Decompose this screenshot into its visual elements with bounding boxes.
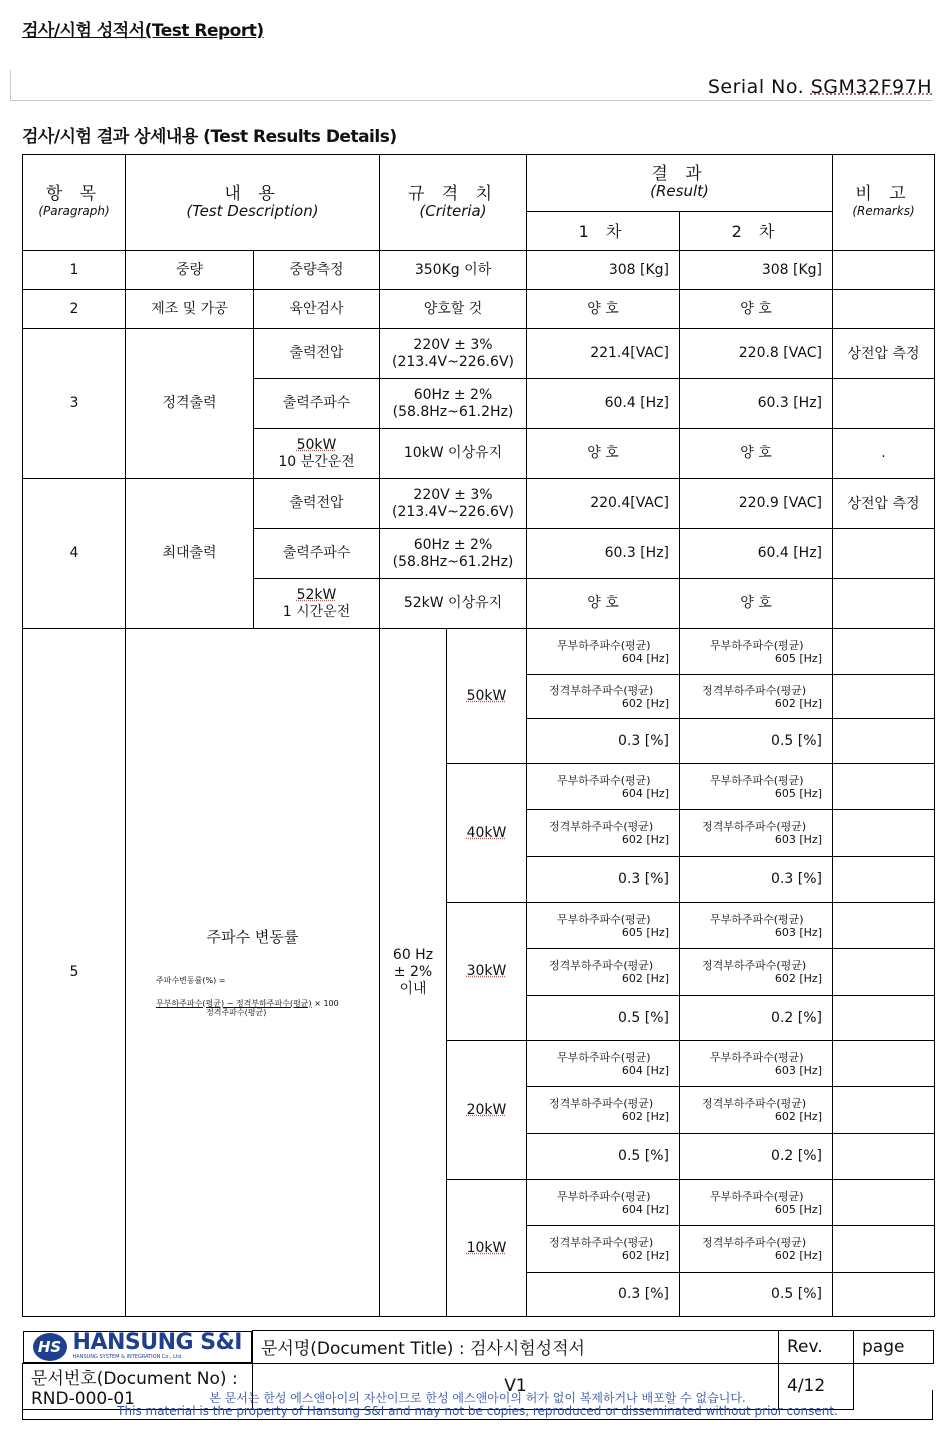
item-no: 3 bbox=[23, 329, 126, 479]
result-1: 60.3 [Hz] bbox=[527, 529, 680, 579]
percent-1: 0.3 [%] bbox=[527, 719, 680, 764]
logo-mark-icon: HS bbox=[33, 1333, 67, 1361]
remark bbox=[833, 1226, 935, 1273]
table-row bbox=[23, 479, 935, 529]
document-title: 문서명(Document Title) : 검사시험성적서 bbox=[253, 1331, 779, 1364]
remark bbox=[833, 1134, 935, 1180]
category: 중량 bbox=[126, 251, 254, 290]
criteria: 350Kg 이하 bbox=[380, 251, 527, 290]
criteria: 220V ± 3% (213.4V~226.6V) bbox=[380, 329, 527, 379]
remark bbox=[833, 529, 935, 579]
criteria: 52kW 이상유지 bbox=[380, 579, 527, 629]
rated-2: 정격부하주파수(평균) 602 [Hz] bbox=[680, 949, 833, 996]
header-result: 결 과 (Result) bbox=[527, 155, 833, 212]
category: 주파수 변동률 주파수변동률(%) = 무부하주파수(평균) − 정격부하주파수(평균) × 100 정격주파수(평균) bbox=[126, 629, 380, 1317]
remark bbox=[833, 719, 935, 764]
remark bbox=[833, 251, 935, 290]
criteria: 60Hz ± 2% (58.8Hz~61.2Hz) bbox=[380, 379, 527, 429]
table-row bbox=[23, 629, 935, 675]
header-item: 항 목 (Paragraph) bbox=[23, 155, 126, 251]
remark: . bbox=[833, 429, 935, 479]
result-1: 60.4 [Hz] bbox=[527, 379, 680, 429]
document-number: 문서번호(Document No) : RND-000-01 bbox=[23, 1363, 253, 1409]
serial-value: SGM32F97H bbox=[810, 76, 932, 98]
results-table bbox=[22, 154, 935, 1317]
noload-2: 무부하주파수(평균) 605 [Hz] bbox=[680, 1180, 833, 1226]
percent-1: 0.3 [%] bbox=[527, 857, 680, 903]
rated-1: 정격부하주파수(평균) 602 [Hz] bbox=[527, 810, 680, 857]
frequency-formula: 주파수변동률(%) = 무부하주파수(평균) − 정격부하주파수(평균) × 100 정격주파수(평균) bbox=[156, 975, 339, 1017]
result-2: 220.9 [VAC] bbox=[680, 479, 833, 529]
section-title: 검사/시험 결과 상세내용 (Test Results Details) bbox=[22, 127, 397, 147]
percent-1: 0.3 [%] bbox=[527, 1273, 680, 1317]
result-1: 220.4[VAC] bbox=[527, 479, 680, 529]
item-no: 1 bbox=[23, 251, 126, 290]
percent-1: 0.5 [%] bbox=[527, 1134, 680, 1180]
noload-2: 무부하주파수(평균) 605 [Hz] bbox=[680, 629, 833, 675]
remark bbox=[833, 949, 935, 996]
rated-1: 정격부하주파수(평균) 602 [Hz] bbox=[527, 675, 680, 719]
criteria: 220V ± 3% (213.4V~226.6V) bbox=[380, 479, 527, 529]
table-row bbox=[23, 251, 935, 290]
header-first: 1 차 bbox=[527, 212, 680, 251]
item-no: 2 bbox=[23, 290, 126, 329]
criteria: 60 Hz ± 2% 이내 bbox=[380, 629, 447, 1317]
remark bbox=[833, 857, 935, 903]
remark bbox=[833, 1180, 935, 1226]
category: 정격출력 bbox=[126, 329, 254, 479]
header-remarks: 비 고 (Remarks) bbox=[833, 155, 935, 251]
noload-2: 무부하주파수(평균) 603 [Hz] bbox=[680, 903, 833, 949]
load-label: 10kW bbox=[447, 1180, 527, 1317]
remark bbox=[833, 1041, 935, 1087]
remark bbox=[833, 579, 935, 629]
logo-subtitle: HANSUNG SYSTEM & INTEGRATION Co., Ltd. bbox=[72, 1354, 183, 1360]
rev-value: V1 bbox=[253, 1363, 779, 1409]
result-1: 221.4[VAC] bbox=[527, 329, 680, 379]
sub-item: 출력전압 bbox=[254, 329, 380, 379]
result-2: 60.4 [Hz] bbox=[680, 529, 833, 579]
remark bbox=[833, 1273, 935, 1317]
remark: 상전압 측정 bbox=[833, 329, 935, 379]
percent-2: 0.2 [%] bbox=[680, 996, 833, 1041]
company-logo bbox=[23, 1331, 253, 1363]
percent-2: 0.5 [%] bbox=[680, 719, 833, 764]
result-2: 60.3 [Hz] bbox=[680, 379, 833, 429]
result-2: 양 호 bbox=[680, 579, 833, 629]
remark bbox=[833, 290, 935, 329]
remark bbox=[833, 629, 935, 675]
category: 제조 및 가공 bbox=[126, 290, 254, 329]
rated-1: 정격부하주파수(평균) 602 [Hz] bbox=[527, 1087, 680, 1134]
result-1: 308 [Kg] bbox=[527, 251, 680, 290]
disclaimer-en: This material is the property of Hansung S&I and may not be copies, reproduced or disseminated without prior consent. bbox=[117, 1404, 838, 1418]
item-no: 4 bbox=[23, 479, 126, 629]
remark bbox=[833, 764, 935, 810]
remark bbox=[833, 379, 935, 429]
sub-item: 출력전압 bbox=[254, 479, 380, 529]
serial-number bbox=[708, 76, 932, 98]
header-criteria: 규 격 치 (Criteria) bbox=[380, 155, 527, 251]
percent-2: 0.3 [%] bbox=[680, 857, 833, 903]
criteria: 10kW 이상유지 bbox=[380, 429, 527, 479]
sub-item: 육안검사 bbox=[254, 290, 380, 329]
noload-2: 무부하주파수(평균) 605 [Hz] bbox=[680, 764, 833, 810]
table-row bbox=[23, 329, 935, 379]
criteria: 양호할 것 bbox=[380, 290, 527, 329]
load-label: 30kW bbox=[447, 903, 527, 1041]
remark bbox=[833, 903, 935, 949]
category: 최대출력 bbox=[126, 479, 254, 629]
rated-2: 정격부하주파수(평균) 602 [Hz] bbox=[680, 675, 833, 719]
sub-item: 출력주파수 bbox=[254, 529, 380, 579]
noload-1: 무부하주파수(평균) 604 [Hz] bbox=[527, 764, 680, 810]
percent-2: 0.5 [%] bbox=[680, 1273, 833, 1317]
page-value: 4/12 bbox=[779, 1363, 854, 1409]
load-label: 40kW bbox=[447, 764, 527, 903]
rated-1: 정격부하주파수(평균) 602 [Hz] bbox=[527, 949, 680, 996]
load-label: 50kW bbox=[447, 629, 527, 764]
sub-item: 중량측정 bbox=[254, 251, 380, 290]
noload-1: 무부하주파수(평균) 604 [Hz] bbox=[527, 1041, 680, 1087]
noload-2: 무부하주파수(평균) 603 [Hz] bbox=[680, 1041, 833, 1087]
percent-2: 0.2 [%] bbox=[680, 1134, 833, 1180]
remark bbox=[833, 675, 935, 719]
serial-label: Serial No. bbox=[707, 76, 805, 98]
disclaimer bbox=[22, 1390, 933, 1420]
result-2: 220.8 [VAC] bbox=[680, 329, 833, 379]
result-1: 양 호 bbox=[527, 290, 680, 329]
rev-label: Rev. bbox=[779, 1331, 854, 1364]
result-1: 양 호 bbox=[527, 429, 680, 479]
remark bbox=[833, 1087, 935, 1134]
result-2: 양 호 bbox=[680, 290, 833, 329]
percent-1: 0.5 [%] bbox=[527, 996, 680, 1041]
disclaimer-ko: 본 문서는 한성 에스앤아이의 자산이므로 한성 에스앤아이의 허가 없이 복제하거나 배포할 수 없습니다. bbox=[209, 1391, 746, 1405]
header-description: 내 용 (Test Description) bbox=[126, 155, 380, 251]
remark: 상전압 측정 bbox=[833, 479, 935, 529]
criteria: 60Hz ± 2% (58.8Hz~61.2Hz) bbox=[380, 529, 527, 579]
rated-2: 정격부하주파수(평균) 603 [Hz] bbox=[680, 810, 833, 857]
sub-item: 50kW 10 분간운전 bbox=[254, 429, 380, 479]
item-no: 5 bbox=[23, 629, 126, 1317]
report-title: 검사/시험 성적서(Test Report) bbox=[22, 21, 264, 41]
remark bbox=[833, 996, 935, 1041]
noload-1: 무부하주파수(평균) 605 [Hz] bbox=[527, 903, 680, 949]
rated-2: 정격부하주파수(평균) 602 [Hz] bbox=[680, 1226, 833, 1273]
table-row bbox=[23, 290, 935, 329]
header-second: 2 차 bbox=[680, 212, 833, 251]
result-2: 308 [Kg] bbox=[680, 251, 833, 290]
sub-item: 출력주파수 bbox=[254, 379, 380, 429]
remark bbox=[833, 810, 935, 857]
load-label: 20kW bbox=[447, 1041, 527, 1180]
rated-2: 정격부하주파수(평균) 602 [Hz] bbox=[680, 1087, 833, 1134]
sub-item: 52kW 1 시간운전 bbox=[254, 579, 380, 629]
noload-1: 무부하주파수(평균) 604 [Hz] bbox=[527, 1180, 680, 1226]
page-label: page bbox=[854, 1331, 934, 1364]
logo-name: HANSUNG S&I bbox=[72, 1330, 242, 1355]
rated-1: 정격부하주파수(평균) 602 [Hz] bbox=[527, 1226, 680, 1273]
noload-1: 무부하주파수(평균) 604 [Hz] bbox=[527, 629, 680, 675]
result-2: 양 호 bbox=[680, 429, 833, 479]
result-1: 양 호 bbox=[527, 579, 680, 629]
